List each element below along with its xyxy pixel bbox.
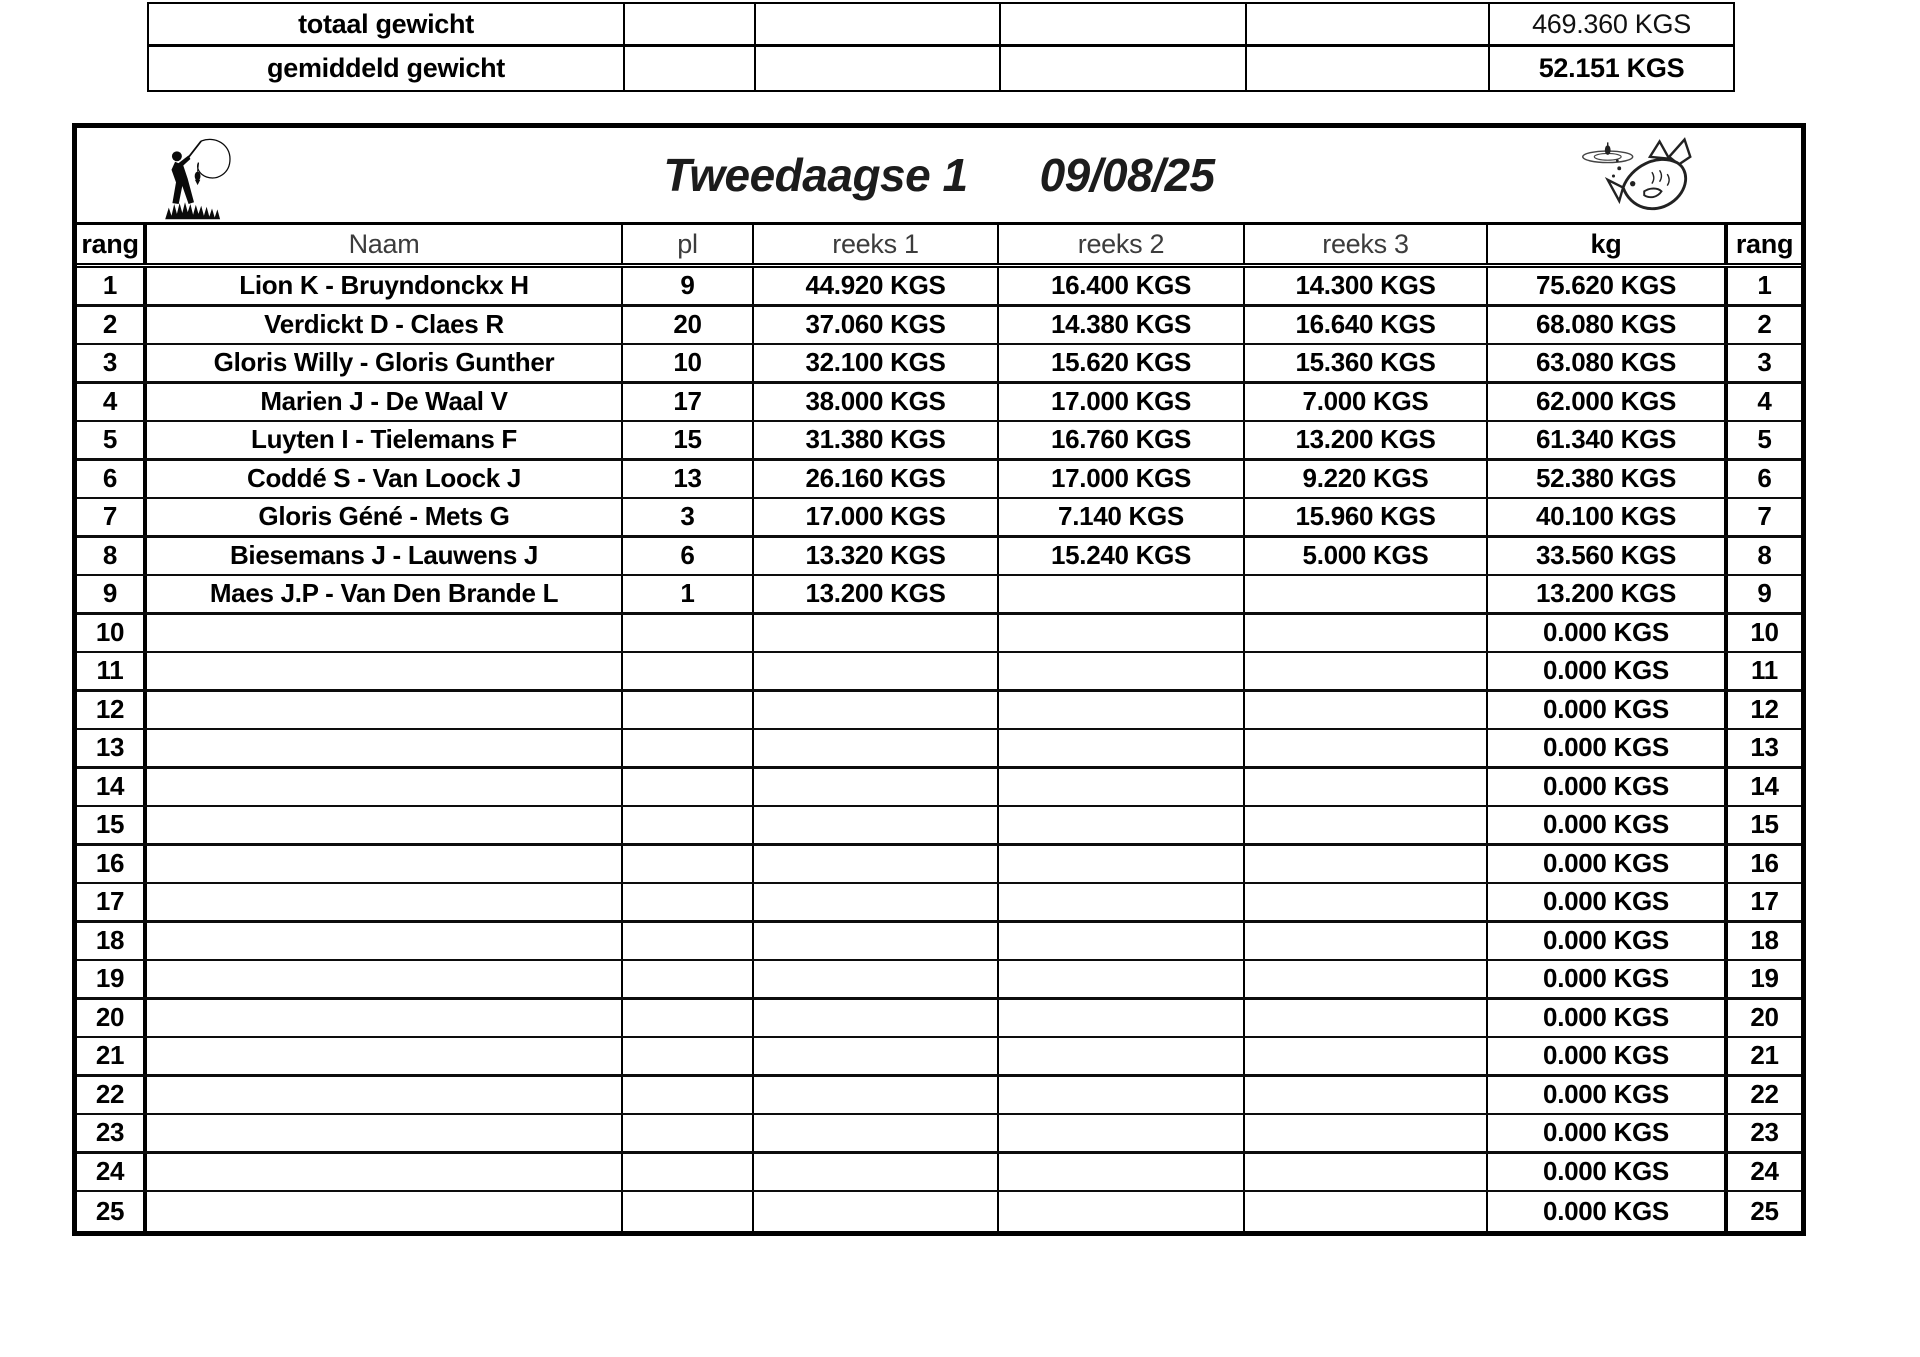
cell-reeks1: 32.100 KGS xyxy=(754,345,999,381)
cell-kg: 0.000 KGS xyxy=(1488,1192,1728,1231)
header-pl: pl xyxy=(623,225,754,263)
cell-naam: Coddé S - Van Loock J xyxy=(147,461,623,498)
cell-naam xyxy=(147,923,623,960)
cell-rang-right: 4 xyxy=(1757,386,1772,417)
cell-pl: 20 xyxy=(623,307,754,344)
cell-rang-left: 15 xyxy=(77,807,147,843)
cell-pl xyxy=(623,730,754,766)
totals-footer xyxy=(147,2,1735,92)
cell-pl xyxy=(623,923,754,960)
table-row xyxy=(77,961,1801,1000)
cell-rang-left: 14 xyxy=(77,769,147,806)
cell-reeks3 xyxy=(1245,1038,1488,1074)
cell-rang-left: 9 xyxy=(77,576,147,612)
cell-rang-right: 24 xyxy=(1750,1156,1779,1187)
cell-kg: 0.000 KGS xyxy=(1488,807,1728,843)
average-weight-value: 52.151 KGS xyxy=(1538,53,1685,83)
cell-pl xyxy=(623,1154,754,1191)
table-row xyxy=(77,615,1801,654)
cell-reeks3 xyxy=(1245,1000,1488,1037)
cell-reeks1: 31.380 KGS xyxy=(754,422,999,458)
cell-reeks1 xyxy=(754,1000,999,1037)
cell-kg: 75.620 KGS xyxy=(1488,268,1728,304)
cell-reeks1 xyxy=(754,923,999,960)
results-table xyxy=(72,123,1806,1236)
cell-rang-right: 16 xyxy=(1750,848,1779,879)
cell-reeks3: 7.000 KGS xyxy=(1245,384,1488,421)
footer-empty-cell xyxy=(625,47,756,90)
cell-pl xyxy=(623,1000,754,1037)
cell-rang-left: 12 xyxy=(77,692,147,729)
cell-rang-right: 20 xyxy=(1750,1002,1779,1033)
cell-pl: 15 xyxy=(623,422,754,458)
cell-kg: 61.340 KGS xyxy=(1488,422,1728,458)
cell-naam xyxy=(147,615,623,652)
header-rang-left: rang xyxy=(77,225,147,263)
cell-kg: 62.000 KGS xyxy=(1488,384,1728,421)
cell-rang-right: 21 xyxy=(1750,1040,1779,1071)
cell-rang-left: 25 xyxy=(77,1192,147,1231)
cell-reeks1: 38.000 KGS xyxy=(754,384,999,421)
cell-reeks2: 15.240 KGS xyxy=(999,538,1245,575)
cell-rang-left: 5 xyxy=(77,422,147,458)
cell-kg: 68.080 KGS xyxy=(1488,307,1728,344)
cell-kg: 0.000 KGS xyxy=(1488,1115,1728,1151)
cell-pl xyxy=(623,692,754,729)
cell-pl: 17 xyxy=(623,384,754,421)
cell-rang-right: 11 xyxy=(1751,655,1778,686)
header-rang-right: rang xyxy=(1735,228,1794,259)
table-row xyxy=(77,923,1801,962)
total-weight-row xyxy=(149,4,1733,47)
table-row xyxy=(77,538,1801,577)
footer-empty-cell xyxy=(1001,4,1247,44)
table-row xyxy=(77,1000,1801,1039)
header-kg: kg xyxy=(1488,225,1728,263)
cell-naam: Verdickt D - Claes R xyxy=(147,307,623,344)
cell-reeks1 xyxy=(754,884,999,920)
cell-kg: 33.560 KGS xyxy=(1488,538,1728,575)
table-row xyxy=(77,653,1801,692)
cell-reeks2 xyxy=(999,730,1245,766)
cell-rang-right: 2 xyxy=(1757,309,1772,340)
cell-naam: Maes J.P - Van Den Brande L xyxy=(147,576,623,612)
cell-reeks2 xyxy=(999,846,1245,883)
cell-reeks3 xyxy=(1245,730,1488,766)
table-row xyxy=(77,730,1801,769)
cell-reeks2 xyxy=(999,615,1245,652)
cell-reeks3: 15.960 KGS xyxy=(1245,499,1488,535)
cell-reeks2: 7.140 KGS xyxy=(999,499,1245,535)
cell-naam xyxy=(147,884,623,920)
cell-rang-left: 3 xyxy=(77,345,147,381)
cell-kg: 0.000 KGS xyxy=(1488,692,1728,729)
cell-rang-right: 12 xyxy=(1750,694,1779,725)
cell-rang-right: 15 xyxy=(1750,809,1779,840)
fish-icon xyxy=(1575,128,1723,229)
cell-reeks1: 13.320 KGS xyxy=(754,538,999,575)
cell-reeks2: 17.000 KGS xyxy=(999,384,1245,421)
cell-rang-left: 17 xyxy=(77,884,147,920)
cell-rang-left: 19 xyxy=(77,961,147,997)
cell-rang-right: 7 xyxy=(1757,501,1772,532)
table-row xyxy=(77,576,1801,615)
cell-rang-left: 13 xyxy=(77,730,147,766)
cell-reeks1 xyxy=(754,692,999,729)
event-title: Tweedaagse 1 xyxy=(663,149,968,201)
table-row xyxy=(77,1077,1801,1116)
header-naam: Naam xyxy=(147,225,623,263)
cell-pl xyxy=(623,1115,754,1151)
cell-reeks2 xyxy=(999,653,1245,689)
cell-rang-left: 18 xyxy=(77,923,147,960)
cell-kg: 0.000 KGS xyxy=(1488,615,1728,652)
cell-reeks2 xyxy=(999,807,1245,843)
cell-pl: 1 xyxy=(623,576,754,612)
footer-empty-cell xyxy=(756,47,1001,90)
cell-pl xyxy=(623,884,754,920)
cell-kg: 0.000 KGS xyxy=(1488,961,1728,997)
cell-rang-right: 5 xyxy=(1757,424,1772,455)
table-row xyxy=(77,1115,1801,1154)
footer-empty-cell xyxy=(1247,4,1490,44)
cell-naam xyxy=(147,846,623,883)
cell-naam xyxy=(147,1154,623,1191)
cell-reeks1: 17.000 KGS xyxy=(754,499,999,535)
cell-rang-right: 17 xyxy=(1750,886,1779,917)
table-row xyxy=(77,846,1801,885)
cell-naam xyxy=(147,1038,623,1074)
cell-rang-left: 7 xyxy=(77,499,147,535)
cell-naam xyxy=(147,1077,623,1114)
cell-reeks1 xyxy=(754,1038,999,1074)
cell-pl xyxy=(623,807,754,843)
cell-kg: 0.000 KGS xyxy=(1488,846,1728,883)
cell-reeks1: 26.160 KGS xyxy=(754,461,999,498)
cell-reeks2 xyxy=(999,1154,1245,1191)
table-row xyxy=(77,307,1801,346)
cell-rang-right: 18 xyxy=(1750,925,1779,956)
event-date: 09/08/25 xyxy=(1039,149,1215,201)
cell-reeks3: 13.200 KGS xyxy=(1245,422,1488,458)
cell-reeks3 xyxy=(1245,807,1488,843)
cell-reeks2 xyxy=(999,1192,1245,1231)
cell-reeks1 xyxy=(754,1077,999,1114)
cell-rang-right: 25 xyxy=(1750,1195,1779,1226)
cell-reeks1 xyxy=(754,730,999,766)
total-weight-value: 469.360 KGS xyxy=(1532,8,1691,39)
cell-reeks2 xyxy=(999,1000,1245,1037)
cell-reeks2 xyxy=(999,1077,1245,1114)
cell-rang-right: 1 xyxy=(1757,270,1772,301)
cell-rang-right: 13 xyxy=(1750,732,1779,763)
cell-pl xyxy=(623,961,754,997)
cell-naam xyxy=(147,730,623,766)
cell-kg: 40.100 KGS xyxy=(1488,499,1728,535)
table-row xyxy=(77,268,1801,307)
fisherman-icon xyxy=(149,132,239,227)
cell-naam xyxy=(147,692,623,729)
table-row xyxy=(77,1154,1801,1193)
cell-reeks3: 15.360 KGS xyxy=(1245,345,1488,381)
cell-reeks2 xyxy=(999,1038,1245,1074)
cell-pl: 3 xyxy=(623,499,754,535)
cell-kg: 0.000 KGS xyxy=(1488,1038,1728,1074)
cell-rang-right: 9 xyxy=(1757,578,1772,609)
cell-reeks3 xyxy=(1245,692,1488,729)
table-row xyxy=(77,345,1801,384)
cell-kg: 0.000 KGS xyxy=(1488,769,1728,806)
cell-pl xyxy=(623,769,754,806)
cell-reeks3 xyxy=(1245,1154,1488,1191)
cell-rang-left: 16 xyxy=(77,846,147,883)
table-row xyxy=(77,384,1801,423)
cell-naam: Lion K - Bruyndonckx H xyxy=(147,268,623,304)
cell-reeks3 xyxy=(1245,653,1488,689)
cell-kg: 0.000 KGS xyxy=(1488,1000,1728,1037)
table-row xyxy=(77,807,1801,846)
cell-reeks2: 14.380 KGS xyxy=(999,307,1245,344)
cell-pl xyxy=(623,653,754,689)
cell-reeks1 xyxy=(754,1154,999,1191)
column-header-row xyxy=(77,225,1801,268)
cell-naam xyxy=(147,807,623,843)
table-row xyxy=(77,769,1801,808)
cell-reeks1 xyxy=(754,653,999,689)
page-title xyxy=(663,148,1214,202)
cell-pl: 10 xyxy=(623,345,754,381)
cell-naam: Marien J - De Waal V xyxy=(147,384,623,421)
cell-reeks1: 13.200 KGS xyxy=(754,576,999,612)
cell-rang-left: 23 xyxy=(77,1115,147,1151)
cell-reeks2 xyxy=(999,576,1245,612)
cell-reeks2: 17.000 KGS xyxy=(999,461,1245,498)
table-row xyxy=(77,499,1801,538)
cell-pl: 9 xyxy=(623,268,754,304)
cell-pl xyxy=(623,1077,754,1114)
cell-naam xyxy=(147,1192,623,1231)
cell-rang-right: 8 xyxy=(1757,540,1772,571)
cell-reeks3 xyxy=(1245,1077,1488,1114)
cell-reeks3 xyxy=(1245,769,1488,806)
footer-empty-cell xyxy=(625,4,756,44)
cell-reeks3 xyxy=(1245,576,1488,612)
cell-pl xyxy=(623,615,754,652)
cell-reeks3 xyxy=(1245,846,1488,883)
cell-reeks2: 15.620 KGS xyxy=(999,345,1245,381)
cell-rang-left: 11 xyxy=(77,653,147,689)
cell-reeks2 xyxy=(999,1115,1245,1151)
cell-reeks2 xyxy=(999,769,1245,806)
cell-naam xyxy=(147,769,623,806)
cell-rang-left: 4 xyxy=(77,384,147,421)
cell-reeks3: 5.000 KGS xyxy=(1245,538,1488,575)
cell-reeks1 xyxy=(754,846,999,883)
cell-kg: 0.000 KGS xyxy=(1488,884,1728,920)
cell-reeks2: 16.400 KGS xyxy=(999,268,1245,304)
cell-rang-left: 24 xyxy=(77,1154,147,1191)
cell-rang-left: 21 xyxy=(77,1038,147,1074)
cell-pl xyxy=(623,846,754,883)
cell-rang-right: 19 xyxy=(1750,963,1779,994)
cell-naam: Luyten I - Tielemans F xyxy=(147,422,623,458)
cell-naam xyxy=(147,1000,623,1037)
cell-naam xyxy=(147,653,623,689)
cell-reeks3 xyxy=(1245,884,1488,920)
cell-rang-right: 3 xyxy=(1757,347,1772,378)
cell-rang-left: 20 xyxy=(77,1000,147,1037)
cell-naam xyxy=(147,1115,623,1151)
header-reeks2: reeks 2 xyxy=(999,225,1245,263)
cell-pl xyxy=(623,1038,754,1074)
cell-kg: 0.000 KGS xyxy=(1488,1077,1728,1114)
cell-rang-right: 10 xyxy=(1750,617,1779,648)
cell-reeks1 xyxy=(754,807,999,843)
footer-empty-cell xyxy=(756,4,1001,44)
header-reeks3: reeks 3 xyxy=(1245,225,1488,263)
footer-empty-cell xyxy=(1247,47,1490,90)
cell-naam xyxy=(147,961,623,997)
cell-reeks3 xyxy=(1245,1115,1488,1151)
cell-kg: 0.000 KGS xyxy=(1488,653,1728,689)
table-row xyxy=(77,461,1801,500)
cell-reeks3 xyxy=(1245,961,1488,997)
cell-pl: 13 xyxy=(623,461,754,498)
cell-reeks2 xyxy=(999,692,1245,729)
cell-pl xyxy=(623,1192,754,1231)
cell-rang-right: 23 xyxy=(1750,1117,1779,1148)
cell-rang-right: 14 xyxy=(1750,771,1779,802)
cell-naam: Gloris Willy - Gloris Gunther xyxy=(147,345,623,381)
average-weight-row xyxy=(149,47,1733,90)
cell-kg: 0.000 KGS xyxy=(1488,1154,1728,1191)
cell-rang-left: 10 xyxy=(77,615,147,652)
cell-reeks3: 9.220 KGS xyxy=(1245,461,1488,498)
table-row xyxy=(77,422,1801,461)
header-reeks1: reeks 1 xyxy=(754,225,999,263)
cell-reeks2 xyxy=(999,884,1245,920)
table-row xyxy=(77,1038,1801,1077)
cell-reeks3: 16.640 KGS xyxy=(1245,307,1488,344)
cell-reeks3 xyxy=(1245,923,1488,960)
total-weight-label: totaal gewicht xyxy=(149,4,625,44)
cell-reeks3: 14.300 KGS xyxy=(1245,268,1488,304)
cell-reeks1 xyxy=(754,615,999,652)
cell-reeks2: 16.760 KGS xyxy=(999,422,1245,458)
footer-empty-cell xyxy=(1001,47,1247,90)
cell-rang-right: 22 xyxy=(1750,1079,1779,1110)
cell-naam: Biesemans J - Lauwens J xyxy=(147,538,623,575)
cell-reeks1: 37.060 KGS xyxy=(754,307,999,344)
cell-rang-left: 8 xyxy=(77,538,147,575)
table-row xyxy=(77,884,1801,923)
title-row xyxy=(77,128,1801,225)
cell-kg: 13.200 KGS xyxy=(1488,576,1728,612)
cell-kg: 0.000 KGS xyxy=(1488,923,1728,960)
cell-pl: 6 xyxy=(623,538,754,575)
cell-reeks3 xyxy=(1245,615,1488,652)
results-rows xyxy=(77,268,1801,1231)
cell-reeks1 xyxy=(754,769,999,806)
cell-kg: 63.080 KGS xyxy=(1488,345,1728,381)
cell-rang-left: 2 xyxy=(77,307,147,344)
cell-rang-right: 6 xyxy=(1757,463,1772,494)
average-weight-label: gemiddeld gewicht xyxy=(149,47,625,90)
cell-rang-left: 6 xyxy=(77,461,147,498)
table-row xyxy=(77,692,1801,731)
cell-reeks2 xyxy=(999,923,1245,960)
cell-reeks1 xyxy=(754,1192,999,1231)
cell-kg: 52.380 KGS xyxy=(1488,461,1728,498)
cell-reeks1: 44.920 KGS xyxy=(754,268,999,304)
table-row xyxy=(77,1192,1801,1231)
cell-reeks2 xyxy=(999,961,1245,997)
cell-reeks3 xyxy=(1245,1192,1488,1231)
cell-kg: 0.000 KGS xyxy=(1488,730,1728,766)
cell-reeks1 xyxy=(754,961,999,997)
cell-naam: Gloris Géné - Mets G xyxy=(147,499,623,535)
cell-rang-left: 1 xyxy=(77,268,147,304)
cell-rang-left: 22 xyxy=(77,1077,147,1114)
cell-reeks1 xyxy=(754,1115,999,1151)
